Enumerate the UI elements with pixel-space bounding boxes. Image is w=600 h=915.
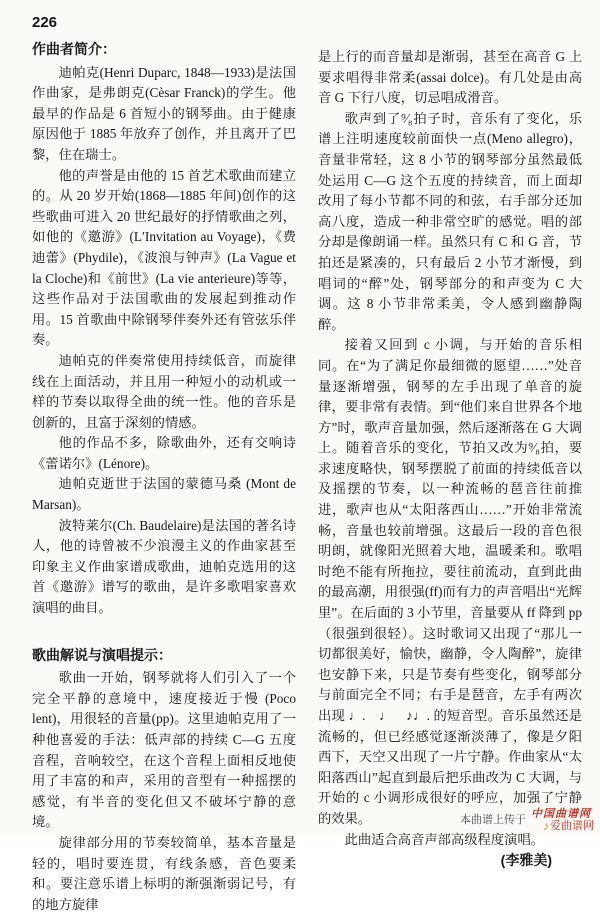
paragraph: 迪帕克逝世于法国的蒙德马桑 (Mont de Marsan)。 (32, 476, 296, 513)
composer-intro-heading: 作曲者简介： (32, 41, 116, 57)
paragraph: 他的作品不多，除歌曲外，还有交响诗《蕾诺尔》(Lénore)。 (32, 435, 296, 471)
paragraph: 旋律部分用的节奏较简单，基本音量是轻的，唱时要连贯，有线条感，音色要柔和。要注意乐谱上标明的渐强渐弱记号，有的地方旋律 (32, 834, 296, 912)
paragraph: 迪帕克的伴奏常使用持续低音，而旋律线在上面活动，并且用一种短小的动机或一样的节奏以取得全曲的统一性。他的音乐是创新的，且富于深刻的情感。 (32, 352, 296, 430)
paragraph: 歌声到了⁹⁄₈拍子时，音乐有了变化，乐谱上注明速度较前面快一点(Meno allegro)，音量非常轻，这 8 小节的钢琴部分虽然最低处运用 C—G 这个五度的持续音，而上面却改用了每小节都不同的和弦，右手部分还加高八度，造成一种非常空旷的感觉。唱的部分却是像朗诵一样。虽然只有 C 和 G 音，节拍还是紧凑的，只有最后 2 小节才渐慢，到唱词的“醉”处，钢琴部分的和声变为 C 大调。这 8 小节非常柔美，令人感到幽静陶醉。 (318, 110, 582, 332)
page-number: 226 (32, 14, 58, 31)
site-logo-name: 中国曲谱网 (531, 808, 591, 820)
two-column-layout (32, 39, 582, 915)
watermark-prefix: 本曲谱上传于 (460, 814, 526, 826)
paragraph: 歌曲一开始，钢琴就将人们引入了一个完全平静的意境中，速度接近于慢 (Poco lent)，用很轻的音量(pp)。这里迪帕克用了一种他喜爱的手法：低声部的持续 C—G 五度音程，音响较空，在这个音程上面相反地使用了丰富的和声，采用的音型有一种摇摆的感觉，有半音的变化但又不破坏宁静的意境。 (32, 670, 296, 830)
paragraph: 接着又回到 c 小调，与开始的音乐相同。在“为了满足你最细微的愿望……”处音量逐渐增强，钢琴的左手出现了单音的旋律，要非常有表情。到“他们来自世界各个地方”时，歌声音量加强，然后逐渐落在 G 大调上。随着音乐的变化，节拍又改为⁹⁄₈拍，要求速度略快，钢琴摆脱了前面的持续低音以及摇摆的节奏，以一种流畅的琶音往前推进，歌声也从“太阳落西山……”开始非常流畅，音量也较前增强。这最后一段的音色很明朗，就像阳光照着大地，温暖柔和。歌唱时绝不能有所拖拉，要往前流动，直到此曲的最高潮，用很强(ff)而有力的声音唱出“光辉里”。在后面的 3 小节里，音量要从 ff 降到 pp（很强到很轻）。这时歌词又出现了“那儿一切都很美好，愉快，幽静，令人陶醉”，旋律也安静下来，只是节奏有些变化，钢琴部分与前面完全不同；右手是琶音，左手有两次出现 ♩. ♩ ♪♩. 的短音型。音乐虽然还是流畅的，但已经感觉逐渐淡薄了，像是夕阳西下，天空又出现了一片宁静。作曲家从“太阳落西山”起直到最后把乐曲改为 C 大调，与开始的 c 小调形成很好的呼应，加强了宁静的效果。 (318, 337, 582, 826)
song-notes-heading: 歌曲解说与演唱提示： (32, 646, 172, 663)
paragraph: 此曲适合高音声部高级程度演唱。 (344, 831, 545, 847)
continued-paragraph: 是上行的而音量却是渐弱，甚至在高音 G 上要求唱得非常柔(assai dolce)。有几处是由高音 G 下行八度，切忌唱成滑音。 (318, 49, 582, 106)
right-column (318, 47, 582, 915)
author-signature: (李雅美) (500, 852, 552, 869)
site-watermark (460, 808, 594, 832)
site-logo-subname-text: 爱曲谱网 (550, 820, 594, 832)
music-note-icon: ♪ (543, 819, 549, 833)
site-logo (531, 808, 594, 832)
paragraph: 波特莱尔(Ch. Baudelaire)是法国的著名诗人，他的诗曾被不少浪漫主义的作曲家甚至印象主义作曲家谱成歌曲，迪帕克选用的这首《邀游》谱写的歌曲，是许多歌唱家喜欢演唱的曲目。 (32, 517, 296, 616)
site-logo-subname (543, 820, 594, 832)
paragraph: 迪帕克(Henri Duparc, 1848—1933)是法国作曲家，是弗朗克(Cèsar Franck)的学生。他最早的作品是 6 首短小的钢琴曲。由于健康原因他于 1885 年放弃了创作，并且离开了巴黎，住在瑞士。 (32, 64, 296, 162)
paragraph: 他的声誉是由他的 15 首艺术歌曲而建立的。从 20 岁开始(1868—1885 年间)创作的这些歌曲可进入 20 世纪最好的抒情歌曲之列，如他的《邀游》(L′Invitation au Voyage)，《费迪蕾》(Phydile)，《波浪与钟声》(La Vague et la Cloche)和《前世》(La vie anterieure)等等，这些作品对于法国歌曲的发展起到推动作用。15 首歌曲中除钢琴伴奏外还有管弦乐伴奏。 (32, 167, 296, 348)
left-column (32, 39, 296, 915)
